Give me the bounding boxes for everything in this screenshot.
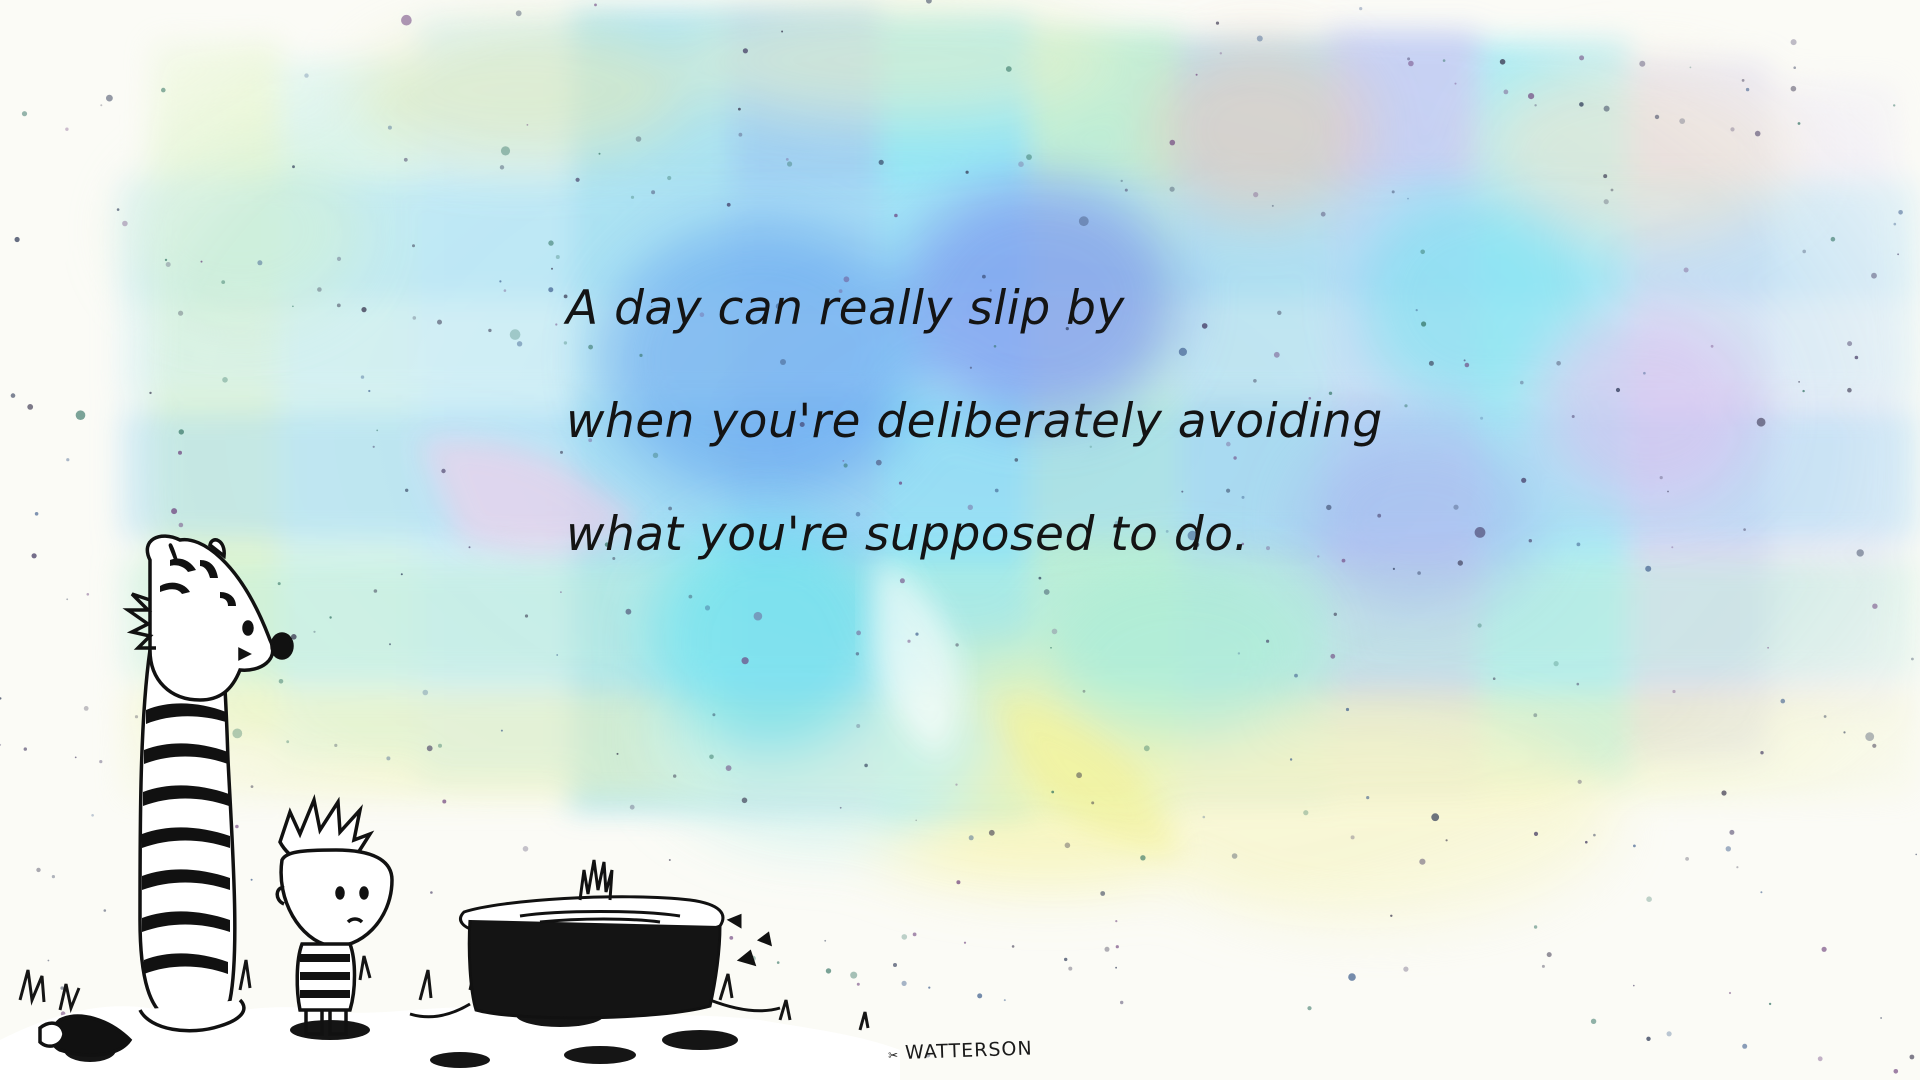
quote-line-3: what you're supposed to do.: [566, 507, 1249, 562]
signature-prefix-icon: ✂: [887, 1048, 900, 1063]
signature-text: WATTERSON: [904, 1037, 1033, 1064]
tiger-figure: [40, 536, 292, 1055]
quote-line-2: when you're deliberately avoiding: [566, 394, 1383, 449]
boy-figure: [277, 800, 392, 1034]
grass-ground: [0, 956, 900, 1080]
quote-line-1: A day can really slip by: [566, 281, 1125, 336]
tree-stump: [410, 860, 780, 1018]
